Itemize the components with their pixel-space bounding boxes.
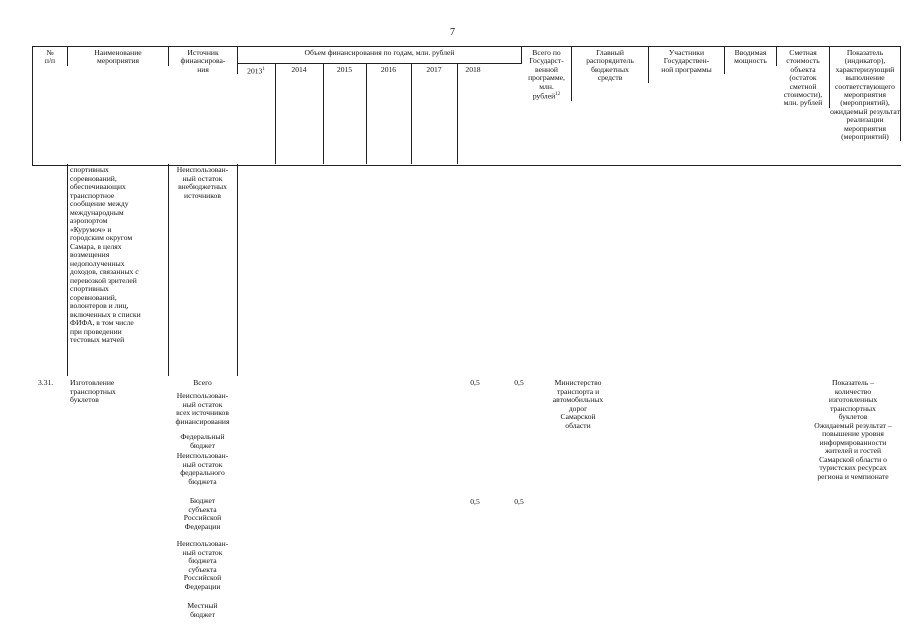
- source-local: Местный бюджет: [187, 601, 218, 619]
- divider: [457, 64, 458, 164]
- source-federal: Федеральный бюджет: [180, 432, 225, 450]
- value-program-total: 0,5: [514, 378, 524, 387]
- row-331-no: 3.31.: [38, 378, 54, 387]
- header-no: № п/п: [33, 47, 68, 66]
- row-cont-name: спортивных соревнований, обеспечивающих транспортное сообщение между международным аэропортом «Курумоч» и городским округом Самара, в целях возмещения недополученных доходов, связанных с перевозкой зрителей спортивных соревнований, волонтеров и лиц, включенных в списки ФИФА, в том числе при проведении тестовых матчей: [70, 165, 141, 344]
- divider: [237, 164, 238, 376]
- row-331-name: Изготовление транспортных буклетов: [70, 378, 116, 404]
- divider: [411, 64, 412, 164]
- value-program-regional: 0,5: [514, 497, 524, 506]
- source-regional: Бюджет субъекта Российской Федерации: [183, 496, 222, 531]
- header-source: Источник финансирова- ния: [169, 47, 238, 74]
- header-participants: Участники Государствен- ной программы: [649, 47, 725, 74]
- year-2016: 2016: [380, 65, 397, 74]
- value-2018-regional: 0,5: [470, 497, 480, 506]
- source-unused-federal: Неиспользован- ный остаток федерального бюджета: [176, 451, 229, 486]
- header-capacity: Вводимая мощность: [725, 47, 777, 66]
- page-number: 7: [450, 27, 455, 38]
- header-name: Наименование мероприятия: [68, 47, 169, 66]
- header-manager: Главный распорядитель бюджетных средств: [572, 47, 649, 83]
- source-total: Всего: [193, 378, 212, 387]
- header-volume: Объем финансирования по годам, млн. рублей: [238, 47, 522, 64]
- divider: [275, 64, 276, 164]
- table-header: [32, 46, 901, 166]
- value-2018-total: 0,5: [470, 378, 480, 387]
- year-2013: 2013$^1$: [247, 66, 265, 76]
- year-2017: 2017: [426, 65, 442, 74]
- source-unused-regional: Неиспользован- ный остаток бюджета субъекта Российской Федерации: [176, 539, 229, 591]
- year-2013-footnote: 1: [262, 67, 265, 72]
- header-total: Всего по Государст- венной программе, млн. рублей$^{12}$: [522, 47, 572, 101]
- row-cont-source: Неиспользован- ный остаток внебюджетных источников: [176, 165, 229, 200]
- header-estimate: Сметная стоимость объекта (остаток сметной стоимости), млн. рублей: [777, 47, 830, 108]
- year-2014: 2014: [291, 65, 307, 74]
- source-unused-all: Неиспользован- ный остаток всех источников финансирования: [175, 391, 230, 426]
- divider: [323, 64, 324, 164]
- year-2018: 2018: [465, 65, 481, 74]
- row-331-indicator: Показатель – количество изготовленных транспортных буклетов Ожидаемый результат – повышение уровня информированности жителей и гостей Самарской области о туристских ресурсах региона и чемпионате: [814, 378, 892, 481]
- divider: [366, 64, 367, 164]
- divider: [67, 164, 68, 376]
- year-2015: 2015: [336, 65, 353, 74]
- total-footnote: 12: [555, 92, 561, 98]
- header-indicator: Показатель (индикатор), характеризующий выполнение соответствующего мероприятия (мероприятий), ожидаемый результат реализации мероприятия (мероприятий): [830, 48, 900, 142]
- row-331-manager: Министерство транспорта и автомобильных дорог Самарской области: [552, 378, 604, 430]
